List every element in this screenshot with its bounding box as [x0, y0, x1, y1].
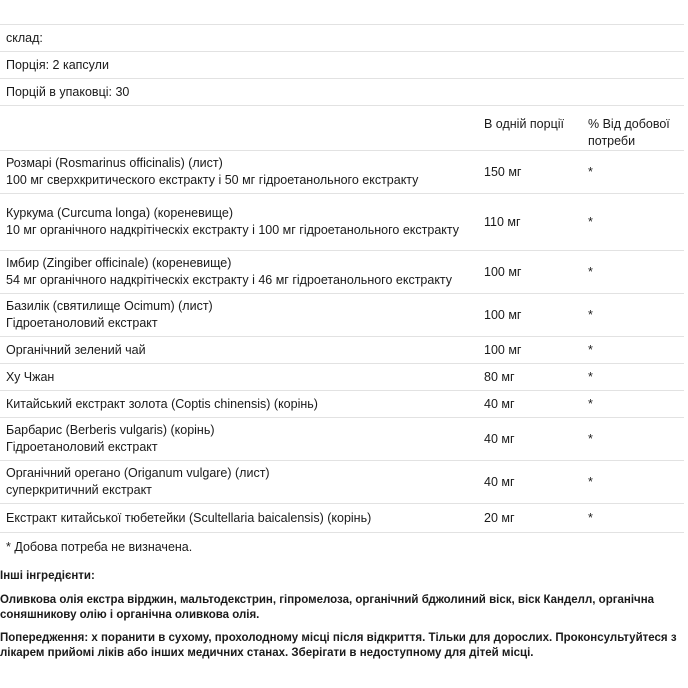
ingredient-amount: 100 мг [484, 342, 522, 357]
ingredient-detail: 10 мг органічного надкрітіческіх екстракту і 100 мг гідроетанольного екстракту [6, 223, 459, 237]
ingredient-daily-value: * [588, 396, 593, 411]
ingredient-detail: Гідроетаноловий екстракт [6, 316, 158, 330]
ingredient-name: Органічний орегано (Origanum vulgare) (лист) [6, 466, 270, 480]
ingredient-name: Барбарис (Berberis vulgaris) (корінь) [6, 423, 215, 437]
other-ingredients-title: Інші інгредієнти: [0, 570, 95, 582]
ingredient-amount: 110 мг [484, 214, 521, 229]
ingredient-amount: 40 мг [484, 431, 515, 446]
warning-section [0, 631, 684, 661]
table-row [0, 294, 684, 337]
table-header [0, 106, 684, 151]
table-row [0, 194, 684, 251]
ingredient-daily-value: * [588, 342, 593, 357]
column-header-amount: В одній порції [484, 117, 564, 131]
ingredient-daily-value: * [588, 264, 593, 279]
table-row [0, 364, 684, 391]
table-row [0, 461, 684, 504]
table-row [0, 391, 684, 418]
ingredient-amount: 20 мг [484, 510, 515, 525]
ingredient-daily-value: * [588, 510, 593, 525]
supplement-facts-panel [0, 24, 684, 562]
ingredient-amount: 40 мг [484, 474, 515, 489]
ingredient-amount: 100 мг [484, 264, 522, 279]
ingredient-name: Екстракт китайської тюбетейки (Scultellaria baicalensis) (корінь) [6, 510, 372, 525]
ingredient-daily-value: * [588, 164, 593, 179]
ingredient-name: Розмарі (Rosmarinus officinalis) (лист) [6, 156, 223, 170]
ingredient-name: Імбир (Zingiber officinale) (кореневище) [6, 256, 232, 270]
serving-size: Порція: 2 капсули [0, 52, 684, 79]
ingredient-daily-value: * [588, 214, 593, 229]
column-header-daily-value: % Від добової потреби [588, 117, 670, 148]
ingredient-daily-value: * [588, 431, 593, 446]
table-row [0, 337, 684, 364]
ingredient-name: Куркума (Curcuma longa) (кореневище) [6, 206, 234, 220]
table-row [0, 151, 684, 194]
daily-value-footnote: * Добова потреба не визначена. [6, 540, 193, 554]
table-row [0, 418, 684, 461]
ingredient-detail: суперкритичний екстракт [6, 483, 152, 497]
servings-per-container: Порцій в упаковці: 30 [0, 79, 684, 106]
ingredient-amount: 150 мг [484, 164, 522, 179]
ingredient-name: Китайський екстракт золота (Coptis chinensis) (корінь) [6, 396, 318, 411]
ingredient-detail: Гідроетаноловий екстракт [6, 440, 158, 454]
table-row [0, 504, 684, 533]
ingredient-name: Ху Чжан [6, 369, 55, 384]
ingredient-name: Базилік (святилище Ocimum) (лист) [6, 299, 213, 313]
ingredient-daily-value: * [588, 307, 593, 322]
composition-label: склад: [0, 25, 684, 52]
other-ingredients-section [0, 569, 684, 623]
ingredient-daily-value: * [588, 474, 593, 489]
ingredient-name: Органічний зелений чай [6, 342, 146, 357]
ingredient-amount: 40 мг [484, 396, 515, 411]
ingredient-detail: 54 мг органічного надкрітіческіх екстракту і 46 мг гідроетанольного екстракту [6, 273, 453, 287]
other-ingredients-text: Оливкова олія екстра вірджин, мальтодекстрин, гіпромелоза, органічний бджолиний віск, віск Канделл, органічна соняшникову олію і органічна оливкова олія. [0, 594, 655, 621]
warning-text: Попередження: х поранити в сухому, прохолодному місці після відкриття. Тільки для дорослих. Проконсультуйтеся з лікарем прийомі ліків або інших медичних станах. Зберігати в недоступному для дітей місці. [0, 632, 677, 659]
ingredient-detail: 100 мг сверхкритического екстракту і 50 мг гідроетанольного екстракту [6, 173, 419, 187]
ingredient-amount: 80 мг [484, 369, 515, 384]
table-row [0, 251, 684, 294]
ingredient-amount: 100 мг [484, 307, 522, 322]
ingredient-daily-value: * [588, 369, 593, 384]
